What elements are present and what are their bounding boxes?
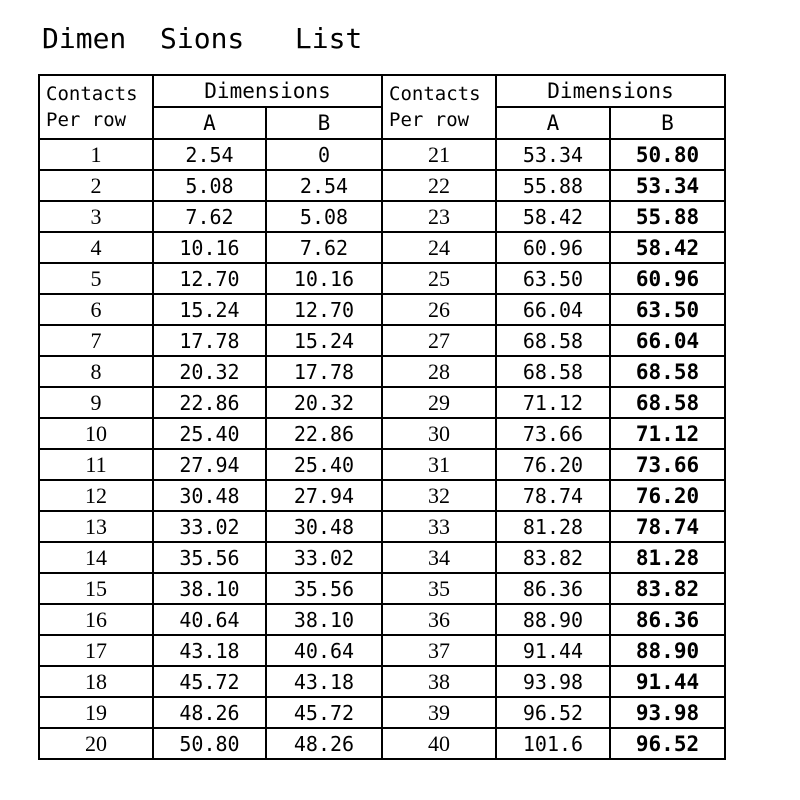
dimension-b-cell-right: 58.42 <box>610 232 725 263</box>
contacts-cell-left: 3 <box>39 201 153 232</box>
header-dimensions-right: Dimensions <box>496 75 725 107</box>
dimension-a-cell-right: 96.52 <box>496 697 610 728</box>
contacts-cell-left: 14 <box>39 542 153 573</box>
table-row <box>39 418 725 449</box>
dimension-b-cell-right: 88.90 <box>610 635 725 666</box>
contacts-cell-left: 4 <box>39 232 153 263</box>
dimension-a-cell-right: 83.82 <box>496 542 610 573</box>
table-row <box>39 263 725 294</box>
table-row <box>39 728 725 759</box>
dimension-a-cell-left: 40.64 <box>153 604 266 635</box>
dimension-a-cell-left: 45.72 <box>153 666 266 697</box>
dimension-a-cell-left: 25.40 <box>153 418 266 449</box>
dimension-b-cell-left: 40.64 <box>266 635 382 666</box>
contacts-cell-left: 10 <box>39 418 153 449</box>
dimension-b-cell-right: 50.80 <box>610 139 725 170</box>
header-col-a-left: A <box>153 107 266 139</box>
dimension-b-cell-left: 20.32 <box>266 387 382 418</box>
dimension-b-cell-right: 81.28 <box>610 542 725 573</box>
dimension-a-cell-left: 5.08 <box>153 170 266 201</box>
dimension-a-cell-left: 50.80 <box>153 728 266 759</box>
dimension-a-cell-right: 101.6 <box>496 728 610 759</box>
table-row <box>39 480 725 511</box>
contacts-cell-right: 24 <box>382 232 496 263</box>
dimension-b-cell-right: 91.44 <box>610 666 725 697</box>
dimensions-table <box>38 74 726 760</box>
dimension-a-cell-right: 81.28 <box>496 511 610 542</box>
contacts-cell-right: 37 <box>382 635 496 666</box>
header-col-b-right: B <box>610 107 725 139</box>
dimension-a-cell-right: 91.44 <box>496 635 610 666</box>
header-dimensions-left: Dimensions <box>153 75 382 107</box>
dimension-b-cell-right: 55.88 <box>610 201 725 232</box>
header-col-a-right: A <box>496 107 610 139</box>
dimension-b-cell-left: 48.26 <box>266 728 382 759</box>
dimension-a-cell-left: 2.54 <box>153 139 266 170</box>
dimension-a-cell-left: 22.86 <box>153 387 266 418</box>
dimension-a-cell-right: 60.96 <box>496 232 610 263</box>
contacts-cell-right: 30 <box>382 418 496 449</box>
dimension-a-cell-left: 7.62 <box>153 201 266 232</box>
header-contacts-per-row-right <box>382 75 496 139</box>
contacts-cell-right: 27 <box>382 325 496 356</box>
contacts-cell-left: 13 <box>39 511 153 542</box>
contacts-cell-left: 20 <box>39 728 153 759</box>
contacts-cell-right: 35 <box>382 573 496 604</box>
dimension-a-cell-right: 86.36 <box>496 573 610 604</box>
dimension-a-cell-right: 58.42 <box>496 201 610 232</box>
contacts-cell-right: 32 <box>382 480 496 511</box>
contacts-cell-right: 29 <box>382 387 496 418</box>
contacts-cell-right: 38 <box>382 666 496 697</box>
contacts-cell-right: 39 <box>382 697 496 728</box>
table-row <box>39 573 725 604</box>
table-body <box>39 139 725 759</box>
dimension-b-cell-right: 63.50 <box>610 294 725 325</box>
dimension-b-cell-left: 12.70 <box>266 294 382 325</box>
dimension-a-cell-left: 20.32 <box>153 356 266 387</box>
dimension-a-cell-right: 66.04 <box>496 294 610 325</box>
table-row <box>39 139 725 170</box>
dimension-a-cell-left: 38.10 <box>153 573 266 604</box>
contacts-cell-right: 22 <box>382 170 496 201</box>
dimension-a-cell-left: 48.26 <box>153 697 266 728</box>
dimension-a-cell-left: 10.16 <box>153 232 266 263</box>
table-row <box>39 697 725 728</box>
table-row <box>39 232 725 263</box>
dimension-a-cell-right: 93.98 <box>496 666 610 697</box>
dimension-a-cell-right: 68.58 <box>496 325 610 356</box>
contacts-cell-left: 11 <box>39 449 153 480</box>
dimension-a-cell-left: 15.24 <box>153 294 266 325</box>
header-contacts-line1: Contacts <box>46 83 138 105</box>
contacts-cell-left: 9 <box>39 387 153 418</box>
dimension-b-cell-right: 86.36 <box>610 604 725 635</box>
dimension-b-cell-left: 5.08 <box>266 201 382 232</box>
contacts-cell-right: 31 <box>382 449 496 480</box>
dimension-a-cell-right: 53.34 <box>496 139 610 170</box>
dimension-b-cell-right: 83.82 <box>610 573 725 604</box>
dimension-b-cell-right: 78.74 <box>610 511 725 542</box>
table-row <box>39 294 725 325</box>
dimension-b-cell-left: 2.54 <box>266 170 382 201</box>
dimension-b-cell-left: 0 <box>266 139 382 170</box>
dimension-a-cell-left: 27.94 <box>153 449 266 480</box>
dimension-b-cell-left: 7.62 <box>266 232 382 263</box>
table-row <box>39 201 725 232</box>
dimension-b-cell-left: 17.78 <box>266 356 382 387</box>
table-row <box>39 449 725 480</box>
dimension-b-cell-right: 68.58 <box>610 387 725 418</box>
contacts-cell-right: 34 <box>382 542 496 573</box>
header-contacts-line2: Per row <box>389 109 470 131</box>
dimension-a-cell-left: 43.18 <box>153 635 266 666</box>
dimension-a-cell-left: 35.56 <box>153 542 266 573</box>
dimension-b-cell-left: 27.94 <box>266 480 382 511</box>
dimension-b-cell-right: 71.12 <box>610 418 725 449</box>
dimension-b-cell-right: 73.66 <box>610 449 725 480</box>
table-row <box>39 542 725 573</box>
contacts-cell-left: 2 <box>39 170 153 201</box>
dimension-b-cell-left: 22.86 <box>266 418 382 449</box>
dimension-b-cell-left: 35.56 <box>266 573 382 604</box>
contacts-cell-left: 18 <box>39 666 153 697</box>
dimension-a-cell-left: 30.48 <box>153 480 266 511</box>
contacts-cell-right: 21 <box>382 139 496 170</box>
header-contacts-per-row-left <box>39 75 153 139</box>
dimension-b-cell-left: 38.10 <box>266 604 382 635</box>
contacts-cell-left: 19 <box>39 697 153 728</box>
header-col-b-left: B <box>266 107 382 139</box>
dimension-a-cell-right: 55.88 <box>496 170 610 201</box>
contacts-cell-left: 6 <box>39 294 153 325</box>
dimension-b-cell-left: 33.02 <box>266 542 382 573</box>
contacts-cell-right: 33 <box>382 511 496 542</box>
dimension-a-cell-right: 78.74 <box>496 480 610 511</box>
dimension-a-cell-left: 12.70 <box>153 263 266 294</box>
table-row <box>39 356 725 387</box>
contacts-cell-left: 5 <box>39 263 153 294</box>
contacts-cell-right: 26 <box>382 294 496 325</box>
dimension-a-cell-right: 63.50 <box>496 263 610 294</box>
contacts-cell-left: 15 <box>39 573 153 604</box>
dimension-b-cell-left: 15.24 <box>266 325 382 356</box>
dimension-a-cell-left: 33.02 <box>153 511 266 542</box>
header-contacts-line2: Per row <box>46 109 127 131</box>
contacts-cell-left: 1 <box>39 139 153 170</box>
dimension-b-cell-right: 76.20 <box>610 480 725 511</box>
dimension-b-cell-right: 53.34 <box>610 170 725 201</box>
dimension-b-cell-left: 43.18 <box>266 666 382 697</box>
dimension-a-cell-right: 71.12 <box>496 387 610 418</box>
dimension-b-cell-right: 60.96 <box>610 263 725 294</box>
contacts-cell-right: 23 <box>382 201 496 232</box>
table-row <box>39 170 725 201</box>
dimension-b-cell-left: 10.16 <box>266 263 382 294</box>
contacts-cell-right: 25 <box>382 263 496 294</box>
contacts-cell-left: 7 <box>39 325 153 356</box>
contacts-cell-right: 36 <box>382 604 496 635</box>
dimension-b-cell-right: 93.98 <box>610 697 725 728</box>
dimension-b-cell-left: 45.72 <box>266 697 382 728</box>
contacts-cell-left: 12 <box>39 480 153 511</box>
dimension-b-cell-left: 25.40 <box>266 449 382 480</box>
table-row <box>39 604 725 635</box>
dimension-b-cell-right: 66.04 <box>610 325 725 356</box>
contacts-cell-right: 40 <box>382 728 496 759</box>
table-row <box>39 511 725 542</box>
contacts-cell-left: 16 <box>39 604 153 635</box>
dimension-a-cell-right: 73.66 <box>496 418 610 449</box>
header-contacts-line1: Contacts <box>389 83 481 105</box>
dimension-b-cell-right: 96.52 <box>610 728 725 759</box>
dimension-a-cell-left: 17.78 <box>153 325 266 356</box>
table-row <box>39 635 725 666</box>
page-title: Dimen Sions List <box>42 22 363 55</box>
table-row <box>39 666 725 697</box>
dimension-b-cell-left: 30.48 <box>266 511 382 542</box>
dimension-a-cell-right: 88.90 <box>496 604 610 635</box>
dimension-a-cell-right: 76.20 <box>496 449 610 480</box>
contacts-cell-left: 8 <box>39 356 153 387</box>
table-row <box>39 325 725 356</box>
dimension-b-cell-right: 68.58 <box>610 356 725 387</box>
dimension-a-cell-right: 68.58 <box>496 356 610 387</box>
table-row <box>39 387 725 418</box>
contacts-cell-right: 28 <box>382 356 496 387</box>
contacts-cell-left: 17 <box>39 635 153 666</box>
